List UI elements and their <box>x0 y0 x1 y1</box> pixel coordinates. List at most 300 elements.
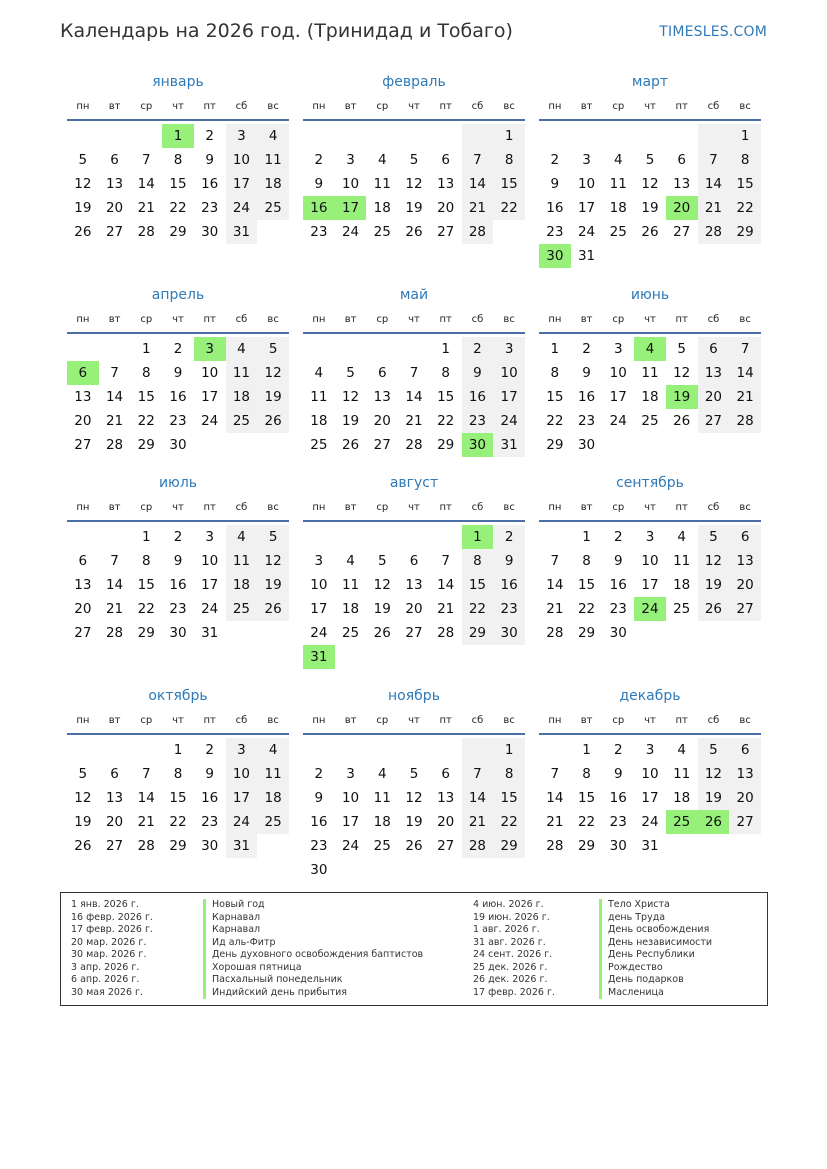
day-cell: 18 <box>373 200 391 216</box>
day-cell: 25 <box>226 409 258 433</box>
day-cell: 16 <box>462 385 494 409</box>
day-cell: 12 <box>641 176 659 192</box>
day-cell: 6 <box>441 766 450 782</box>
day-cell: 2 <box>314 766 324 782</box>
day-cell: 24 <box>341 838 360 854</box>
day-cell: 22 <box>137 413 155 429</box>
day-cell: 17 <box>201 577 219 593</box>
legend-holiday-name: День подарков <box>599 974 684 987</box>
day-cell: 4 <box>226 337 258 361</box>
day-cell: 16 <box>577 389 596 405</box>
day-cell: 13 <box>405 577 423 593</box>
holiday-day: 16 <box>303 196 335 220</box>
day-cell: 2 <box>173 341 183 357</box>
day-cell: 20 <box>729 786 761 810</box>
day-cell: 17 <box>577 200 596 216</box>
weekday-label: чт <box>172 715 184 726</box>
month-name: январь <box>152 74 204 90</box>
holiday-day: 1 <box>162 124 194 148</box>
day-cell: 21 <box>405 413 423 429</box>
day-cell: 23 <box>493 597 525 621</box>
weekday-label: вт <box>344 101 357 112</box>
day-cell: 10 <box>641 766 659 782</box>
day-cell: 2 <box>205 742 214 758</box>
day-cell: 24 <box>577 224 596 240</box>
day-cell: 6 <box>441 152 450 168</box>
day-cell: 20 <box>105 814 124 830</box>
day-cell: 24 <box>201 413 219 429</box>
day-cell: 24 <box>201 601 219 617</box>
day-cell: 1 <box>441 341 450 357</box>
day-cell: 30 <box>493 621 525 645</box>
month-name: июль <box>158 475 198 491</box>
day-cell: 12 <box>257 549 289 573</box>
day-cell: 25 <box>609 224 627 240</box>
day-cell: 19 <box>373 601 391 617</box>
day-cell: 23 <box>609 601 627 617</box>
day-cell: 21 <box>137 814 155 830</box>
day-cell: 25 <box>257 810 289 834</box>
day-cell: 29 <box>462 621 494 645</box>
day-cell: 20 <box>373 413 391 429</box>
weekday-label: вс <box>739 715 751 726</box>
month-name: февраль <box>382 74 446 90</box>
day-cell: 20 <box>405 601 423 617</box>
day-cell: 27 <box>405 625 423 641</box>
day-cell: 17 <box>609 389 627 405</box>
legend-holiday-name: день Труда <box>599 912 665 925</box>
day-cell: 5 <box>257 337 289 361</box>
weekday-label: пт <box>675 502 688 513</box>
day-cell: 6 <box>729 525 761 549</box>
day-cell: 9 <box>173 553 183 569</box>
day-cell: 7 <box>550 553 560 569</box>
day-cell: 5 <box>78 766 88 782</box>
weekday-label: чт <box>172 101 184 112</box>
day-cell: 6 <box>677 152 686 168</box>
day-cell: 23 <box>310 224 328 240</box>
day-cell: 11 <box>373 790 391 806</box>
day-cell: 17 <box>641 790 659 806</box>
day-cell: 20 <box>74 413 92 429</box>
day-cell: 14 <box>546 790 564 806</box>
day-cell: 7 <box>462 148 494 172</box>
weekday-label: пт <box>439 314 452 325</box>
day-cell: 26 <box>341 437 360 453</box>
weekday-label: вт <box>108 314 121 325</box>
day-cell: 20 <box>698 385 730 409</box>
day-cell: 10 <box>341 176 360 192</box>
weekday-label: ср <box>376 314 389 325</box>
day-cell: 23 <box>169 413 187 429</box>
day-cell: 9 <box>173 365 183 381</box>
weekday-label: чт <box>408 715 420 726</box>
legend-date: 3 апр. 2026 г. <box>71 961 140 973</box>
day-cell: 2 <box>550 152 560 168</box>
day-cell: 19 <box>405 200 423 216</box>
legend-holiday-name: Хорошая пятница <box>203 962 302 975</box>
legend-date: 24 сент. 2026 г. <box>473 949 553 960</box>
weekday-header <box>67 98 289 121</box>
weekday-label: пт <box>439 101 452 112</box>
weekday-label: ср <box>140 101 153 112</box>
weekday-header <box>67 311 289 334</box>
day-cell: 9 <box>205 152 214 168</box>
day-cell: 4 <box>314 365 324 381</box>
day-cell: 3 <box>226 738 258 762</box>
weekday-label: пн <box>76 101 90 112</box>
day-cell: 21 <box>105 601 124 617</box>
day-cell: 18 <box>341 601 360 617</box>
site-link[interactable]: TIMESLES.COM <box>659 24 767 40</box>
day-cell: 12 <box>373 577 391 593</box>
day-cell: 7 <box>110 553 119 569</box>
day-cell: 1 <box>493 124 525 148</box>
day-cell: 7 <box>729 337 761 361</box>
holiday-day: 6 <box>67 361 99 385</box>
weekday-label: сб <box>707 502 720 513</box>
day-cell: 13 <box>105 176 124 192</box>
holiday-day: 1 <box>462 525 494 549</box>
day-cell: 12 <box>257 361 289 385</box>
day-cell: 13 <box>437 176 455 192</box>
day-cell: 9 <box>550 176 560 192</box>
weekend-blank <box>698 124 730 148</box>
day-cell: 30 <box>169 437 187 453</box>
day-cell: 8 <box>173 152 183 168</box>
day-cell: 24 <box>226 196 258 220</box>
day-cell: 22 <box>437 413 455 429</box>
day-cell: 20 <box>437 814 455 830</box>
day-cell: 5 <box>78 152 88 168</box>
day-cell: 19 <box>405 814 423 830</box>
weekday-label: сб <box>235 101 248 112</box>
day-cell: 10 <box>493 361 525 385</box>
weekday-header <box>539 499 761 522</box>
weekday-label: ср <box>376 101 389 112</box>
holiday-day: 30 <box>462 433 494 457</box>
weekday-label: чт <box>408 502 420 513</box>
day-cell: 3 <box>205 529 214 545</box>
weekday-label: ср <box>140 314 153 325</box>
day-cell: 26 <box>405 224 423 240</box>
day-cell: 3 <box>493 337 525 361</box>
day-cell: 8 <box>493 762 525 786</box>
day-cell: 23 <box>310 838 328 854</box>
day-cell: 7 <box>441 553 450 569</box>
day-cell: 14 <box>137 176 155 192</box>
day-cell: 10 <box>577 176 596 192</box>
day-cell: 20 <box>437 200 455 216</box>
day-cell: 2 <box>173 529 183 545</box>
weekday-label: сб <box>471 314 484 325</box>
day-cell: 19 <box>257 385 289 409</box>
legend-holiday-name: Пасхальный понедельник <box>203 974 343 987</box>
weekday-label: вс <box>503 101 515 112</box>
legend-date: 1 авг. 2026 г. <box>473 924 540 935</box>
weekday-label: вт <box>580 314 593 325</box>
day-cell: 19 <box>641 200 659 216</box>
weekday-label: чт <box>644 715 656 726</box>
day-cell: 14 <box>546 577 564 593</box>
day-cell: 29 <box>546 437 564 453</box>
day-cell: 23 <box>462 409 494 433</box>
day-cell: 18 <box>373 814 391 830</box>
weekday-label: вт <box>580 101 593 112</box>
day-cell: 16 <box>201 176 219 192</box>
weekday-label: пн <box>76 502 90 513</box>
day-cell: 1 <box>729 124 761 148</box>
day-cell: 31 <box>201 625 219 641</box>
legend-holiday-name: Карнавал <box>203 924 260 937</box>
legend-holiday-name: Рождество <box>599 962 663 975</box>
day-cell: 4 <box>226 525 258 549</box>
weekday-label: ср <box>612 314 625 325</box>
weekday-label: сб <box>471 101 484 112</box>
day-cell: 3 <box>582 152 591 168</box>
day-cell: 17 <box>201 389 219 405</box>
weekday-label: пт <box>675 314 688 325</box>
day-cell: 12 <box>698 762 730 786</box>
weekday-label: пт <box>675 101 688 112</box>
page-title: Календарь на 2026 год. (Тринидад и Тобаго) <box>60 20 513 42</box>
day-cell: 14 <box>105 577 124 593</box>
day-cell: 12 <box>74 790 92 806</box>
day-cell: 2 <box>493 525 525 549</box>
day-cell: 17 <box>341 814 360 830</box>
weekday-label: пн <box>312 314 326 325</box>
day-cell: 27 <box>729 810 761 834</box>
day-cell: 13 <box>437 790 455 806</box>
day-cell: 7 <box>141 766 151 782</box>
day-cell: 11 <box>641 365 659 381</box>
day-cell: 9 <box>613 553 623 569</box>
weekday-label: ср <box>376 502 389 513</box>
day-cell: 9 <box>205 766 214 782</box>
legend-date: 19 июн. 2026 г. <box>473 911 550 923</box>
weekday-label: чт <box>408 101 420 112</box>
day-cell: 15 <box>493 786 525 810</box>
day-cell: 19 <box>74 200 92 216</box>
day-cell: 10 <box>201 553 219 569</box>
day-cell: 12 <box>74 176 92 192</box>
weekday-label: сб <box>707 715 720 726</box>
day-cell: 27 <box>437 224 455 240</box>
day-cell: 10 <box>310 577 328 593</box>
month-name: сентябрь <box>616 475 684 491</box>
day-cell: 26 <box>257 597 289 621</box>
day-cell: 21 <box>437 601 455 617</box>
day-cell: 13 <box>729 549 761 573</box>
day-cell: 4 <box>377 152 387 168</box>
day-cell: 16 <box>169 389 187 405</box>
day-cell: 11 <box>310 389 328 405</box>
day-cell: 30 <box>169 625 187 641</box>
weekday-label: ср <box>612 715 625 726</box>
day-cell: 8 <box>550 365 560 381</box>
day-cell: 11 <box>226 549 258 573</box>
day-cell: 27 <box>373 437 391 453</box>
day-cell: 28 <box>437 625 455 641</box>
weekday-header <box>539 311 761 334</box>
weekday-label: чт <box>172 314 184 325</box>
weekday-label: пн <box>76 715 90 726</box>
day-cell: 4 <box>257 738 289 762</box>
weekday-header <box>67 712 289 735</box>
day-cell: 14 <box>462 172 494 196</box>
day-cell: 6 <box>110 766 119 782</box>
day-cell: 6 <box>729 738 761 762</box>
day-cell: 16 <box>609 790 627 806</box>
day-cell: 5 <box>645 152 655 168</box>
day-cell: 7 <box>550 766 560 782</box>
weekday-label: вт <box>580 715 593 726</box>
day-cell: 5 <box>257 525 289 549</box>
day-cell: 27 <box>437 838 455 854</box>
day-cell: 11 <box>257 762 289 786</box>
holiday-day: 20 <box>666 196 698 220</box>
day-cell: 15 <box>493 172 525 196</box>
day-cell: 18 <box>673 577 691 593</box>
day-cell: 15 <box>577 577 596 593</box>
day-cell: 25 <box>673 601 691 617</box>
weekday-label: чт <box>644 502 656 513</box>
day-cell: 12 <box>405 176 423 192</box>
day-cell: 17 <box>226 172 258 196</box>
holiday-day: 25 <box>666 810 698 834</box>
day-cell: 22 <box>577 814 596 830</box>
day-cell: 18 <box>673 790 691 806</box>
day-cell: 22 <box>169 200 187 216</box>
legend-date: 1 янв. 2026 г. <box>71 899 139 910</box>
legend-holiday-name: Тело Христа <box>599 899 670 912</box>
day-cell: 14 <box>729 361 761 385</box>
day-cell: 18 <box>257 786 289 810</box>
weekday-label: сб <box>235 715 248 726</box>
weekday-label: вс <box>267 502 279 513</box>
day-cell: 17 <box>493 385 525 409</box>
day-cell: 12 <box>673 365 691 381</box>
weekday-label: пн <box>548 715 562 726</box>
weekday-label: вс <box>267 101 279 112</box>
day-cell: 3 <box>346 152 355 168</box>
weekday-label: ср <box>612 502 625 513</box>
weekday-label: сб <box>471 715 484 726</box>
day-cell: 24 <box>493 409 525 433</box>
day-cell: 18 <box>609 200 627 216</box>
day-cell: 9 <box>314 176 324 192</box>
legend-holiday-name: День Республики <box>599 949 695 962</box>
day-cell: 29 <box>577 625 596 641</box>
day-cell: 28 <box>729 409 761 433</box>
day-cell: 21 <box>462 810 494 834</box>
holiday-day: 17 <box>335 196 367 220</box>
day-cell: 16 <box>609 577 627 593</box>
day-cell: 21 <box>462 196 494 220</box>
weekday-label: чт <box>644 314 656 325</box>
weekday-label: вс <box>739 314 751 325</box>
weekday-header <box>303 98 525 121</box>
holiday-day: 19 <box>666 385 698 409</box>
day-cell: 15 <box>437 389 455 405</box>
weekday-label: сб <box>235 314 248 325</box>
day-cell: 13 <box>373 389 391 405</box>
day-cell: 29 <box>577 838 596 854</box>
weekday-header <box>539 98 761 121</box>
day-cell: 28 <box>137 838 155 854</box>
weekday-label: вс <box>503 715 515 726</box>
day-cell: 11 <box>257 148 289 172</box>
day-cell: 5 <box>677 341 686 357</box>
day-cell: 5 <box>409 766 419 782</box>
legend-holiday-name: Ид аль-Фитр <box>203 937 276 950</box>
day-cell: 31 <box>493 433 525 457</box>
weekday-label: вт <box>580 502 593 513</box>
holiday-day: 30 <box>539 244 571 268</box>
day-cell: 19 <box>257 573 289 597</box>
weekday-header <box>303 712 525 735</box>
month-name: декабрь <box>619 688 681 704</box>
legend-date: 25 дек. 2026 г. <box>473 961 548 973</box>
day-cell: 11 <box>673 766 691 782</box>
day-cell: 22 <box>546 413 564 429</box>
day-cell: 25 <box>641 413 659 429</box>
day-cell: 23 <box>201 200 219 216</box>
weekday-label: сб <box>471 502 484 513</box>
day-cell: 19 <box>698 786 730 810</box>
weekday-label: сб <box>235 502 248 513</box>
weekday-label: пт <box>675 715 688 726</box>
day-cell: 29 <box>493 834 525 858</box>
day-cell: 1 <box>582 742 591 758</box>
weekday-label: пн <box>548 502 562 513</box>
day-cell: 25 <box>226 597 258 621</box>
holiday-day: 4 <box>634 337 666 361</box>
day-cell: 15 <box>462 573 494 597</box>
day-cell: 4 <box>677 529 686 545</box>
day-cell: 16 <box>310 814 328 830</box>
day-cell: 5 <box>377 553 387 569</box>
day-cell: 19 <box>74 814 92 830</box>
day-cell: 18 <box>310 413 328 429</box>
day-cell: 28 <box>105 625 124 641</box>
day-cell: 17 <box>226 786 258 810</box>
legend-holiday-name: Новый год <box>203 899 265 912</box>
day-cell: 24 <box>609 413 627 429</box>
weekday-label: пн <box>76 314 90 325</box>
weekday-header <box>303 311 525 334</box>
day-cell: 21 <box>729 385 761 409</box>
month-name: октябрь <box>148 688 208 704</box>
day-cell: 29 <box>169 838 187 854</box>
month-name: август <box>389 475 439 491</box>
holiday-day: 31 <box>303 645 335 669</box>
day-cell: 28 <box>137 224 155 240</box>
day-cell: 25 <box>341 625 360 641</box>
day-cell: 9 <box>493 549 525 573</box>
day-cell: 2 <box>205 128 214 144</box>
day-cell: 23 <box>577 413 596 429</box>
day-cell: 5 <box>346 365 355 381</box>
weekday-label: пн <box>548 101 562 112</box>
day-cell: 3 <box>613 341 623 357</box>
weekday-label: пт <box>439 502 452 513</box>
day-cell: 8 <box>582 766 591 782</box>
legend-date: 17 февр. 2026 г. <box>473 986 555 998</box>
day-cell: 5 <box>698 525 730 549</box>
day-cell: 13 <box>105 790 124 806</box>
day-cell: 2 <box>582 341 591 357</box>
